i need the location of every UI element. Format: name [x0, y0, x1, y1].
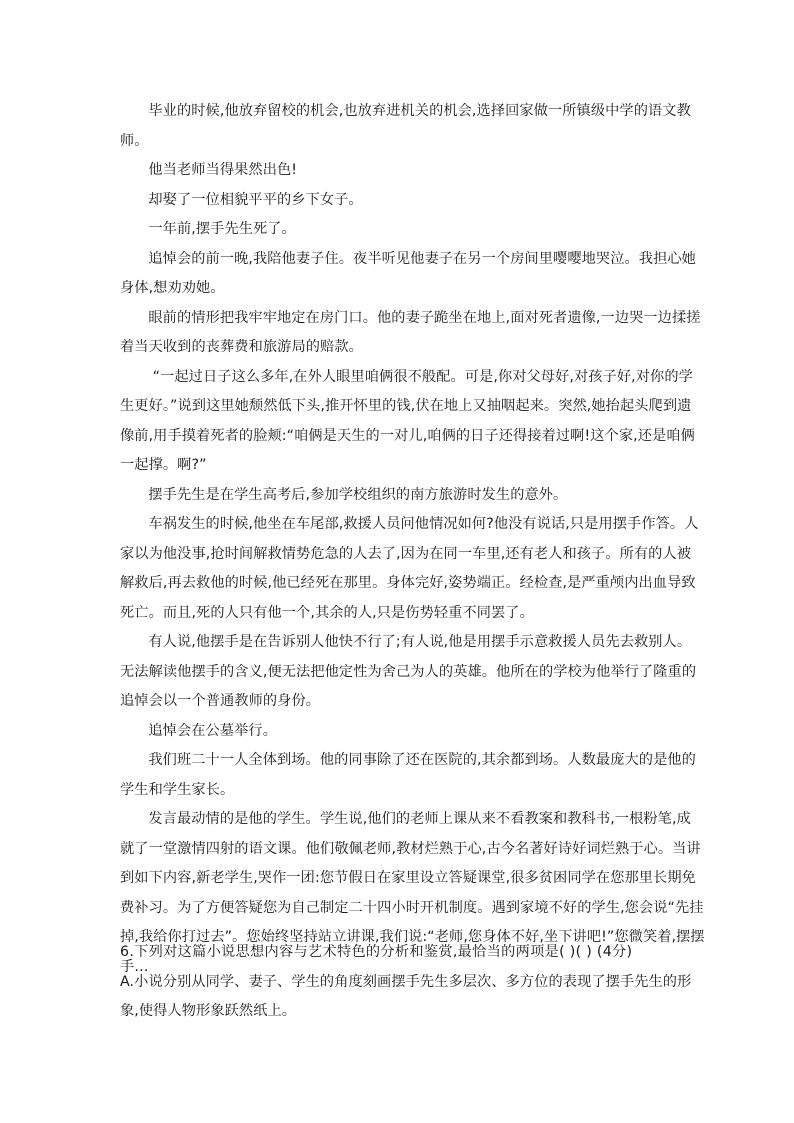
paragraph: 追悼会在公墓举行。: [148, 722, 277, 739]
paragraph: 一年前,摆手先生死了。: [148, 221, 296, 237]
paragraph: “一起过日子这么多年,在外人眼里咱俩很不般配。可是,你对父母好,对孩子好,对你的学生更好。”说到这里她颓然低下头,推开怀里的钱,伏在地上又抽咽起来。突然,她抬起头爬到遗像前,用手摸着死者的脸颊:“咱俩是天生的一对儿,咱俩的日子还得接着过啊!这个家,还是咱俩一起撑。啊?”: [120, 368, 695, 473]
passage-body: [120, 97, 705, 982]
paragraph: 却娶了一位相貌平平的乡下女子。: [148, 191, 363, 208]
question-block: [120, 938, 705, 1027]
paragraph: 他当老师当得果然出色!: [148, 162, 298, 178]
paragraph: 眼前的情形把我牢牢地定在房门口。他的妻子跪坐在地上,面对死者遗像,一边哭一边揉搓着当天收到的丧葬费和旅游局的赔款。: [120, 309, 701, 355]
paragraph: 发言最动情的是他的学生。学生说,他们的老师上课从来不看教案和教科书,一根粉笔,成就了一堂激情四射的语文课。他们敬佩老师,教材烂熟于心,古今名著好诗好词烂熟于心。当讲到如下内容,新老学生,哭作一团:您节假日在家里设立答疑课堂,很多贫困同学在您那里长期免费补习。为了方便答疑您为自己制定二十四小时开机制度。遇到家境不好的学生,您会说“先挂掉,我给你打过去”。您始终坚持站立讲课,我们说:“老师,您身体不好,坐下讲吧!”您微笑着,摆摆手…: [120, 811, 705, 975]
paragraph: 追悼会的前一晚,我陪他妻子住。夜半听见他妻子在另一个房间里嘤嘤地哭泣。我担心她身体,想劝劝她。: [120, 250, 696, 296]
paragraph: 车祸发生的时候,他坐在车尾部,救援人员问他情况如何?他没有说话,只是用摆手作答。人家以为他没事,抢时间解救情势危急的人去了,因为在同一车里,还有老人和孩子。所有的人被解救后,再去救他的时候,他已经死在那里。身体完好,姿势端正。经检查,是严重颅内出血导致死亡。而且,死的人只有他一个,其余的人,只是伤势轻重不同罢了。: [120, 516, 699, 621]
option-a: A.小说分别从同学、妻子、学生的角度刻画摆手先生多层次、多方位的表现了摆手先生的形象,使得人物形象跃然纸上。: [120, 973, 692, 1019]
paragraph: 我们班二十一人全体到场。他的同事除了还在医院的,其余都到场。人数最庞大的是他的学生和学生家长。: [120, 752, 696, 798]
question-stem: 6.下列对这篇小说思想内容与艺术特色的分析和鉴赏,最恰当的两项是( )( ) (4分): [120, 944, 633, 960]
paragraph: 毕业的时候,他放弃留校的机会,也放弃进机关的机会,选择回家做一所镇级中学的语文教师。: [120, 103, 691, 149]
paragraph: 有人说,他摆手是在告诉别人他快不行了;有人说,他是用摆手示意救援人员先去救别人。无法解读他摆手的含义,便无法把他定性为舍己为人的英雄。他所在的学校为他举行了隆重的追悼会以一个普通教师的身份。: [120, 634, 697, 709]
paragraph: 摆手先生是在学生高考后,参加学校组织的南方旅游时发生的意外。: [148, 486, 568, 503]
